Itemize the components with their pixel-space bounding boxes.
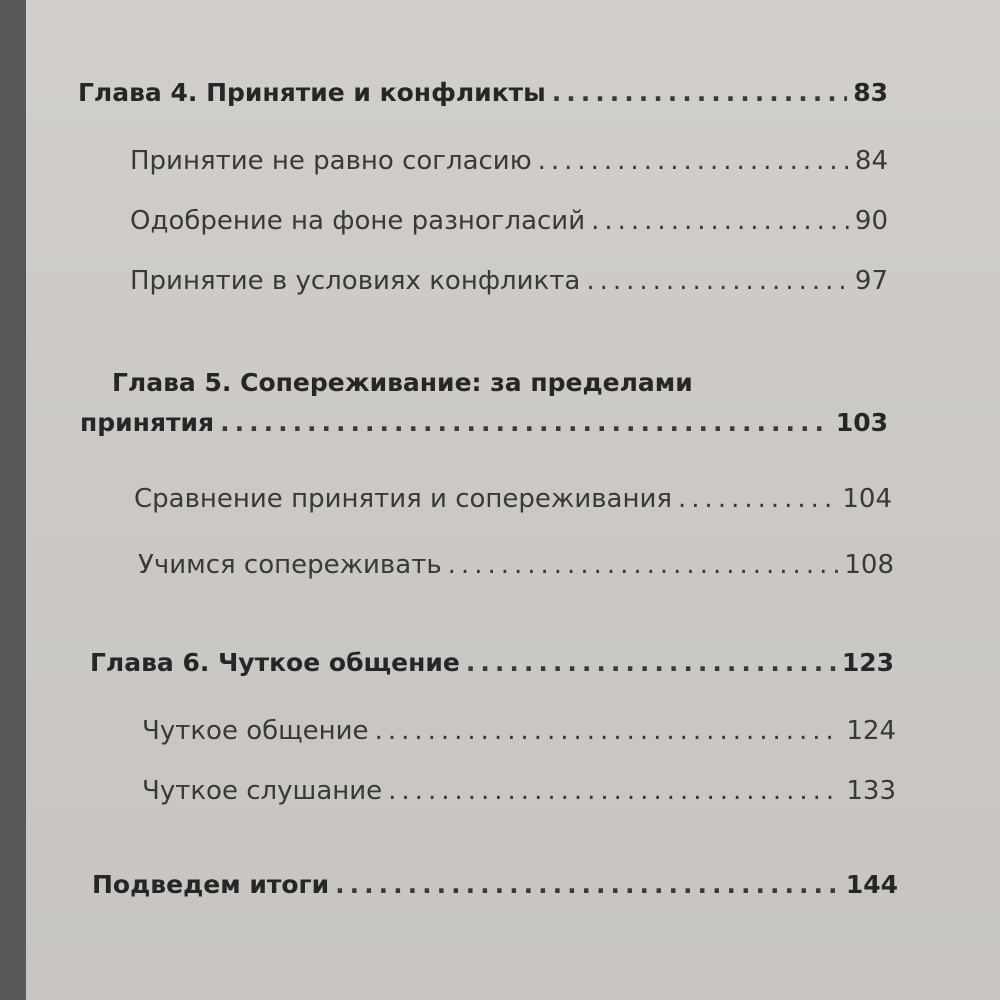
toc-section	[134, 484, 892, 514]
toc-page-number: 104	[842, 484, 892, 514]
dot-leader	[586, 266, 849, 296]
toc-entry-title: Чуткое общение	[142, 716, 369, 746]
toc-section	[130, 206, 888, 236]
toc-entry-title: принятия	[80, 408, 215, 437]
toc-page-number: 144	[845, 870, 898, 899]
dot-leader	[538, 146, 849, 176]
toc-page-number: 83	[853, 78, 888, 107]
toc-section	[130, 266, 888, 296]
toc-entry-title: Сравнение принятия и сопереживания	[134, 484, 673, 514]
toc-entry-title: Одобрение на фоне разногласий	[130, 206, 586, 236]
toc-page-number: 124	[846, 716, 896, 746]
dot-leader	[220, 408, 830, 437]
dot-leader	[466, 648, 836, 677]
toc-page-number: 90	[854, 206, 888, 236]
toc-chapter-5-title-line1: Глава 5. Сопереживание: за пределами	[112, 368, 693, 397]
toc-section	[130, 146, 888, 176]
book-page	[26, 0, 1000, 1000]
toc-entry-title: Принятие не равно согласию	[130, 146, 532, 176]
dot-leader	[591, 206, 849, 236]
toc-chapter-6	[90, 648, 894, 677]
dot-leader	[448, 550, 839, 580]
dot-leader	[375, 716, 841, 746]
dot-leader	[388, 776, 840, 806]
toc-entry-title: Глава 4. Принятие и конфликты	[78, 78, 546, 107]
toc-section	[142, 716, 896, 746]
toc-page-number: 103	[835, 408, 888, 437]
toc-entry-title: Учимся сопереживать	[138, 550, 442, 580]
toc-section	[138, 550, 894, 580]
toc-page-number: 97	[854, 266, 888, 296]
toc-page-number: 133	[846, 776, 896, 806]
toc-entry-title: Чуткое слушание	[142, 776, 383, 806]
toc-page-number: 108	[844, 550, 894, 580]
toc-chapter-5	[80, 408, 888, 437]
toc-summary	[92, 870, 898, 899]
toc-entry-title: Принятие в условиях конфликта	[130, 266, 581, 296]
dot-leader	[552, 78, 847, 107]
dot-leader	[335, 870, 840, 899]
toc-section	[142, 776, 896, 806]
toc-chapter-4	[78, 78, 888, 107]
toc-page-number: 123	[841, 648, 894, 677]
table-of-contents	[26, 0, 1000, 1000]
toc-entry-title: Глава 6. Чуткое общение	[90, 648, 460, 677]
toc-page-number: 84	[854, 146, 888, 176]
dot-leader	[678, 484, 836, 514]
toc-entry-title: Подведем итоги	[92, 870, 330, 899]
